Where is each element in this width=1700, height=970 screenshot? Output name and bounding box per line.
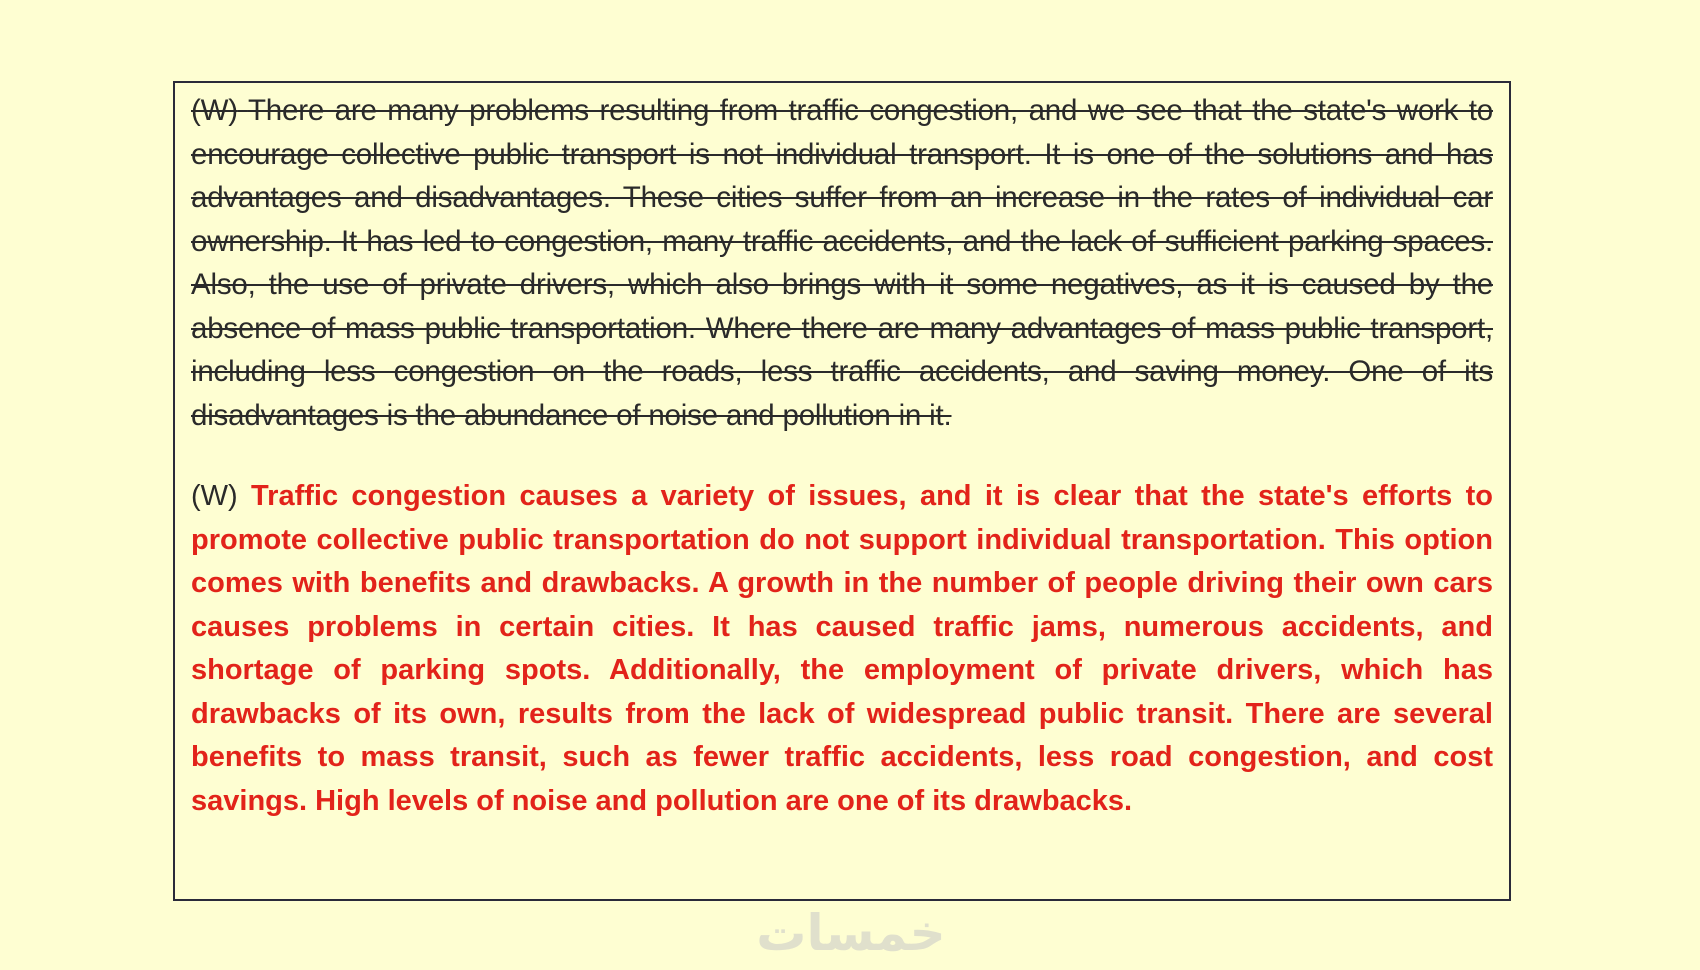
revised-paragraph xyxy=(191,475,1493,823)
khamsat-watermark-logo xyxy=(748,900,954,962)
revised-text: Traffic congestion causes a variety of issues, and it is clear that the state's efforts to promote collective public transportation do not support individual transportation. This option comes with benefits and drawbacks. A growth in the number of people driving their own cars causes problems in certain cities. It has caused traffic jams, numerous accidents, and shortage of parking spots. Additionally, the employment of private drivers, which has drawbacks of its own, results from the lack of widespread public transit. There are several benefits to mass transit, such as fewer traffic accidents, less road congestion, and cost savings. High levels of noise and pollution are one of its drawbacks. xyxy=(191,480,1493,817)
original-marker: (W) xyxy=(191,94,238,127)
original-text: There are many problems resulting from traffic congestion, and we see that the state's work to encourage collective public transport is not individual transport. It is one of the solutions and has advantages and disadvantages. These cities suffer from an increase in the rates of individual car ownership. It has led to congestion, many traffic accidents, and the lack of sufficient parking spaces. Also, the use of private drivers, which also brings with it some negatives, as it is caused by the absence of mass public transportation. Where there are many advantages of mass public transport, including less congestion on the roads, less traffic accidents, and saving money. One of its disadvantages is the abundance of noise and pollution in it. xyxy=(191,94,1494,432)
watermark-text: خمسات xyxy=(756,904,946,962)
document-frame xyxy=(173,81,1511,901)
revised-marker: (W) xyxy=(191,480,238,512)
original-paragraph xyxy=(191,89,1493,437)
